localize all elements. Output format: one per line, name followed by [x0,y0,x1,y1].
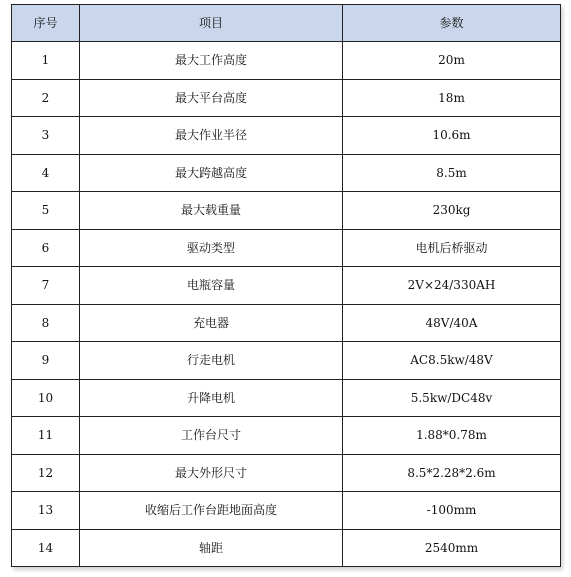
cell-item: 最大载重量 [80,192,343,230]
spec-table [11,4,561,567]
table-row [12,492,561,530]
cell-index: 3 [12,117,80,155]
cell-index: 8 [12,305,80,342]
cell-index: 4 [12,155,80,192]
cell-index: 7 [12,267,80,305]
cell-parameter: 8.5m [343,155,561,192]
cell-index: 1 [12,42,80,80]
table-row [12,117,561,155]
cell-item: 最大跨越高度 [80,155,343,192]
cell-item: 轴距 [80,530,343,567]
cell-parameter: 电机后桥驱动 [343,230,561,267]
cell-item: 最大作业半径 [80,117,343,155]
cell-item: 升降电机 [80,380,343,417]
cell-item: 最大平台高度 [80,80,343,117]
table-body [12,42,561,567]
table-row [12,342,561,380]
table-row [12,380,561,417]
cell-index: 9 [12,342,80,380]
cell-item: 收缩后工作台距地面高度 [80,492,343,530]
header-cell-parameter: 参数 [343,5,561,42]
cell-item: 行走电机 [80,342,343,380]
table-row [12,192,561,230]
table-row [12,267,561,305]
cell-parameter: 20m [343,42,561,80]
cell-parameter: 5.5kw/DC48v [343,380,561,417]
table-row [12,230,561,267]
cell-index: 6 [12,230,80,267]
cell-index: 13 [12,492,80,530]
cell-item: 最大外形尺寸 [80,455,343,492]
table-header [12,5,561,42]
header-cell-index: 序号 [12,5,80,42]
cell-parameter: 230kg [343,192,561,230]
header-cell-item: 项目 [80,5,343,42]
table-row [12,80,561,117]
cell-parameter: 2540mm [343,530,561,567]
table-row [12,155,561,192]
cell-index: 5 [12,192,80,230]
cell-parameter: 10.6m [343,117,561,155]
cell-item: 最大工作高度 [80,42,343,80]
cell-parameter: 18m [343,80,561,117]
table-row [12,42,561,80]
cell-parameter: 8.5*2.28*2.6m [343,455,561,492]
cell-item: 驱动类型 [80,230,343,267]
cell-parameter: 48V/40A [343,305,561,342]
cell-parameter: 1.88*0.78m [343,417,561,455]
cell-item: 工作台尺寸 [80,417,343,455]
table-row [12,417,561,455]
cell-index: 12 [12,455,80,492]
cell-item: 电瓶容量 [80,267,343,305]
cell-item: 充电器 [80,305,343,342]
table-row [12,530,561,567]
cell-parameter: 2V×24/330AH [343,267,561,305]
cell-index: 11 [12,417,80,455]
cell-parameter: AC8.5kw/48V [343,342,561,380]
cell-index: 14 [12,530,80,567]
header-row [12,5,561,42]
table-row [12,305,561,342]
cell-index: 10 [12,380,80,417]
table-row [12,455,561,492]
cell-parameter: -100mm [343,492,561,530]
cell-index: 2 [12,80,80,117]
